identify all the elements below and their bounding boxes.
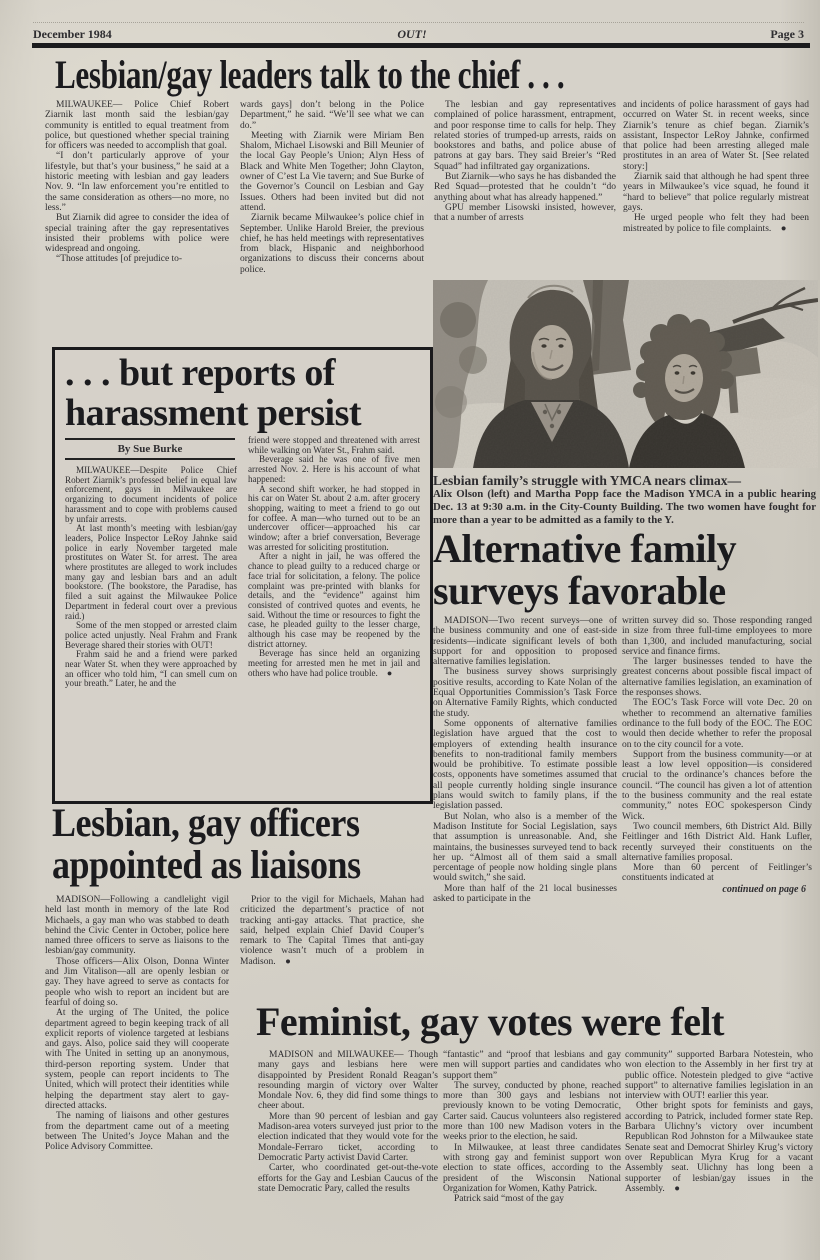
paragraph: Other bright spots for feminists and gays, according to Patrick, included former state Rep. Barbara Ulichny’s victory over incumbent Republican Rod Johnston for a Milwaukee state Senate seat and Democrat Shirley Krug’s victory over Republican Myra Krug for a vacant Assembly seat. Ulichny has long been a supporter of lesbian/gay issues in the Assembly. ● [625, 1101, 813, 1194]
paragraph: He urged people who felt they had been mistreated by police to file complaints. ● [623, 213, 809, 234]
paragraph: The EOC’s Task Force will vote Dec. 20 on whether to recommend an alternative families ordinance to the full body of the EOC. The EOC would then decide whether to refer the proposal on to the city council for a vote. [622, 698, 812, 750]
caption-body: Alix Olson (left) and Martha Popp face the Madison YMCA in a public hearing Dec. 13 at 9:30 a.m. in the City-County Building. The two women have fought for more than a year to be admitted as a family to the Y. [433, 488, 816, 527]
paragraph: “Those attitudes [of prejudice to- [56, 254, 183, 265]
masthead-title: OUT! [397, 27, 427, 41]
chief-column-1 [45, 100, 229, 265]
photo-caption [433, 473, 816, 528]
paragraph: The lesbian and gay representatives complained of police harassment, entrapment, and poor response time to calls for help. They related stories of trumped-up arrests, raids on bookstores and baths, and police abuse of patrons at gay bars. They said Breier’s “Red Squad” had infiltrated gay organizations. [434, 100, 616, 172]
byline-sue-burke: By Sue Burke [65, 438, 235, 460]
paragraph: After a night in jail, he was offered the chance to plead guilty to a reduced charge or face trial for solicitation, a felony. The police complaint was pre-printed with blanks for details, and the “evidence” against him consisted of contrived quotes and events, he said. Without the time or resources to fight the case, he pleaded guilty to the lesser charge, although his case may be reopened by the district attorney. [248, 551, 420, 649]
masthead-date: December 1984 [33, 27, 112, 41]
liaisons-column-2 [240, 895, 424, 967]
votes-column-2 [443, 1050, 621, 1204]
paragraph: friend were stopped and threatened with arrest while walking on Water St., Frahm said. [248, 436, 420, 455]
headline-chief-article: Lesbian/gay leaders talk to the chief . . . [55, 52, 565, 97]
continued-on-page-6: continued on page 6 [722, 883, 806, 895]
chief-column-2 [240, 100, 424, 275]
paragraph: GPU member Lisowski insisted, however, that a number of arrests [434, 202, 616, 224]
paragraph: written survey did so. Those responding ranged in size from three full-time employees to more than 1,300, and included manufacturing, social service and finance firms. [622, 616, 812, 657]
paragraph: MADISON—Following a candlelight vigil held last month in memory of the late Rod Michaels, a gay man who was stabbed to death behind the Civic Center in October, police here named three officers to serve as liaisons to the lesbian/gay community. [45, 895, 229, 957]
paragraph: The business survey shows surprisingly positive results, according to Kate Nolan of the Equal Opportunities Commission’s Task Force on Alternative Family Rights, which conducted the study. [433, 667, 617, 719]
paragraph: But Ziarnik—who says he has disbanded the Red Squad—protested that he couldn’t “do anything about what has already happened.” [434, 172, 616, 203]
paragraph: But Ziarnik did agree to consider the idea of special training after the gay representatives insisted their problems with police were widespread and ongoing. [45, 213, 229, 255]
paragraph: More than half of the 21 local businesses asked to participate in the [433, 883, 617, 905]
paragraph: MILWAUKEE— Police Chief Robert Ziarnik last month said the lesbian/gay community is entitled to equal treatment from police, but questioned whether special training for officers was needed to accomplish that goal. [45, 100, 229, 152]
harassment-article-box [52, 347, 433, 804]
paragraph: Meeting with Ziarnik were Miriam Ben Shalom, Michael Lisowski and Bill Meunier of the local Gay People’s Union; Alyn Hess of Black and White Men Together; John Clayton, owner of C’est La Vie tavern; and Sue Burke of the Governor’s Council on Lesbian and Gay Issues. Others had been invited but did not attend. [240, 130, 424, 213]
paragraph: Frahm said he and a friend were parked near Water St. when they were approached by an officer who told him, “I can smell cum on your breath.” Later, he and the [65, 649, 237, 689]
paragraph: MILWAUKEE—Despite Police Chief Robert Ziarnik’s professed belief in equal law enforcement, gays in Milwaukee are organizing to document incidents of police harassment and to cope with problems caused by unfair arrests. [65, 466, 237, 524]
liaisons-column-1 [45, 895, 229, 1152]
paragraph: wards gays] don’t belong in the Police Department,” he said. “We’ll see what we can do.” [240, 100, 424, 131]
headline-liaisons-line1: Lesbian, gay officers [52, 800, 360, 845]
paragraph: “fantastic” and “proof that lesbians and gay men will support parties and candidates who support them” [443, 1050, 621, 1081]
paragraph: MADISON—Two recent surveys—one of the business community and one of east-side residents—indicate significant levels of both support for and opposition to proposed alternative families legislation. [433, 616, 617, 668]
headline-harassment-line2: harassment persist [65, 392, 362, 434]
paragraph: Carter, who coordinated get-out-the-vote efforts for the Gay and Lesbian Caucus of the state Democratic Pary, called the results [258, 1163, 438, 1194]
harassment-column-2 [248, 436, 420, 679]
paragraph: In Milwaukee, at least three candidates with strong gay and feminist support won election to state offices, according to the president of the Wisconsin National Organization for Women, Kathy Patrick. [443, 1142, 621, 1194]
paragraph: The survey, conducted by phone, reached more than 300 gays and lesbians not previously known to be voting Democratic, Carter said. Caucus volunteers also registered more than 100 new Madison voters in the weeks prior to the election, he said. [443, 1080, 621, 1143]
paragraph: Prior to the vigil for Michaels, Mahan had criticized the department’s practice of not tracking anti-gay attacks. That practice, she said, helped explain Chief David Couper’s remark to The Capital Times that anti-gay violence wasn’t much of a problem in Madison. ● [240, 895, 424, 967]
paragraph: The naming of liaisons and other gestures from the department came out of a meeting between The United’s Joyce Mahan and the Police Advisory Committee. [45, 1111, 229, 1153]
photo-image [433, 280, 818, 468]
paragraph: and incidents of police harassment of gays had occurred on Water St. in recent weeks, since Ziarnik’s tenure as chief began. Ziarnik’s assistant, Inspector LeRoy Jahnke, confirmed that police had been arresting alleged male prostitutes in an area of Water St. [See related story:] [623, 100, 809, 172]
paragraph: “I don’t particularly approve of your lifestyle, but that’s your business,” he said at a historic meeting with lesbian and gay leaders Nov. 9. “In law enforcement you’re entitled to the same consideration as others—no more, no less.” [45, 151, 229, 213]
paragraph: MADISON and MILWAUKEE— Though many gays and lesbians here were disappointed by President Ronald Reagan’s resounding margin of victory over Walter Mondale Nov. 6, they did find some things to cheer about. [258, 1050, 438, 1112]
masthead [20, 27, 804, 41]
paragraph: But Nolan, who also is a member of the Madison Institute for Social Legislation, says that assumption is unreasonable. And, she maintains, the businesses surveyed tend to back her up. “Almost all of them said a small percentage of people now holding single plans would switch,” she said. [433, 811, 617, 884]
masthead-page-number: Page 3 [770, 27, 804, 41]
paragraph: Some of the men stopped or arrested claim police acted unjustly. Neal Frahm and Frank Beverage shared their stories with OUT! [65, 620, 237, 650]
chief-column-3 [434, 100, 616, 224]
paragraph: At last month’s meeting with lesbian/gay leaders, Police Inspector LeRoy Jahnke said police in early November targeted male prostitutes on Water St. for arrest. The area where prostitutes are alleged to work includes many gay and lesbian bars and an adult bookstore. (The bookstore, the Paradise, has filed a suit against the Milwaukee Police Department in federal court over a previous raid.) [65, 523, 237, 621]
photo-two-women [433, 280, 818, 468]
headline-votes: Feminist, gay votes were felt [256, 999, 724, 1044]
paragraph: Beverage said he was one of five men arrested Nov. 2. Here is his account of what happened: [248, 454, 420, 484]
paragraph: Those officers—Alix Olson, Donna Winter and Jim Vitalison—all are openly lesbian or gay. They have agreed to serve as contacts for people who wish to report an incident but are fearful of doing so. [45, 956, 229, 1008]
paragraph: More than 60 percent of Feitlinger’s constituents indicated at [622, 863, 812, 884]
paragraph: At the urging of The United, the police department agreed to begin keeping track of all explicit reports of violence targeted at lesbians and gays. Also, police said they will cooperate with The United in setting up an anonymous, third-person reporting system. Under that system, people can report incidents to The United, which will protect their identities while helping the department stay alert to gay-directed attacks. [45, 1008, 229, 1111]
masthead-rule [32, 43, 810, 48]
headline-surveys-line2: surveys favorable [433, 568, 726, 613]
headline-surveys-line1: Alternative family [433, 526, 737, 571]
paragraph: Some opponents of alternative families legislation have argued that the cost to employers of extending health insurance benefits to non-traditional family members would be prohibitive. To estimate possible costs, opponents have sometimes assumed that all people currently holding single insurance plans would switch to family plans, if the legislation passed. [433, 718, 617, 812]
harassment-column-1 [65, 466, 237, 689]
paragraph: Support from the business community—or at least a low level opposition—is considered crucial to the ordinance’s chances before the council. “The council has given a lot of attention to the business community and the real estate community,” notes EOC spokesperson Cindy Wick. [622, 749, 812, 822]
paragraph: community” supported Barbara Notestein, who won election to the Assembly in her first try at public office. Notestein pledged to give “active support” to alternative families legislation in an interview with OUT! earlier this year. [625, 1050, 813, 1102]
paragraph: Patrick said “most of the gay [454, 1194, 565, 1205]
paragraph: The larger businesses tended to have the greatest concerns about possible fiscal impact of alternative families legislation, an examination of the responses shows. [622, 657, 812, 699]
paragraph: Beverage has since held an organizing meeting for arrested men he met in jail and others who have had police trouble. ● [248, 648, 420, 678]
top-dotted-rule [33, 22, 804, 23]
paragraph: More than 90 percent of lesbian and gay Madison-area voters surveyed just prior to the election indicated that they would vote for the Mondale-Ferraro ticket, according to Democratic Party activist David Carter. [258, 1111, 438, 1163]
surveys-column-2 [622, 616, 812, 895]
headline-liaisons-line2: appointed as liaisons [52, 842, 361, 887]
votes-column-1 [258, 1050, 438, 1194]
paragraph: Two council members, 6th District Ald. Billy Feitlinger and 16th District Ald. Hank Lufler, recently surveyed their constituents on the alternative families proposal. [622, 821, 812, 863]
votes-column-3 [625, 1050, 813, 1194]
caption-lead: Lesbian family’s struggle with YMCA nears climax— [433, 473, 741, 488]
paragraph: Ziarnik said that although he had spent three years in Milwaukee’s vice squad, he found it “hard to believe” that police regularly mistreat gays. [623, 172, 809, 213]
surveys-column-1 [433, 616, 617, 904]
paragraph: Ziarnik became Milwaukee’s police chief in September. Unlike Harold Breier, the previous chief, he has held meetings with representatives from black, Hispanic and neighborhood organizations to discuss their concerns about police. [240, 213, 424, 275]
paragraph: A second shift worker, he had stopped in his car on Water St. about 2 a.m. after grocery shopping, waiting to meet a friend to go out for coffee. A man—who turned out to be an undercover officer—approached his car window; after a brief conversation, Beverage was arrested for soliciting prostitution. [248, 483, 420, 552]
chief-column-4 [623, 100, 809, 234]
headline-harassment-line1: . . . but reports of [65, 352, 336, 394]
